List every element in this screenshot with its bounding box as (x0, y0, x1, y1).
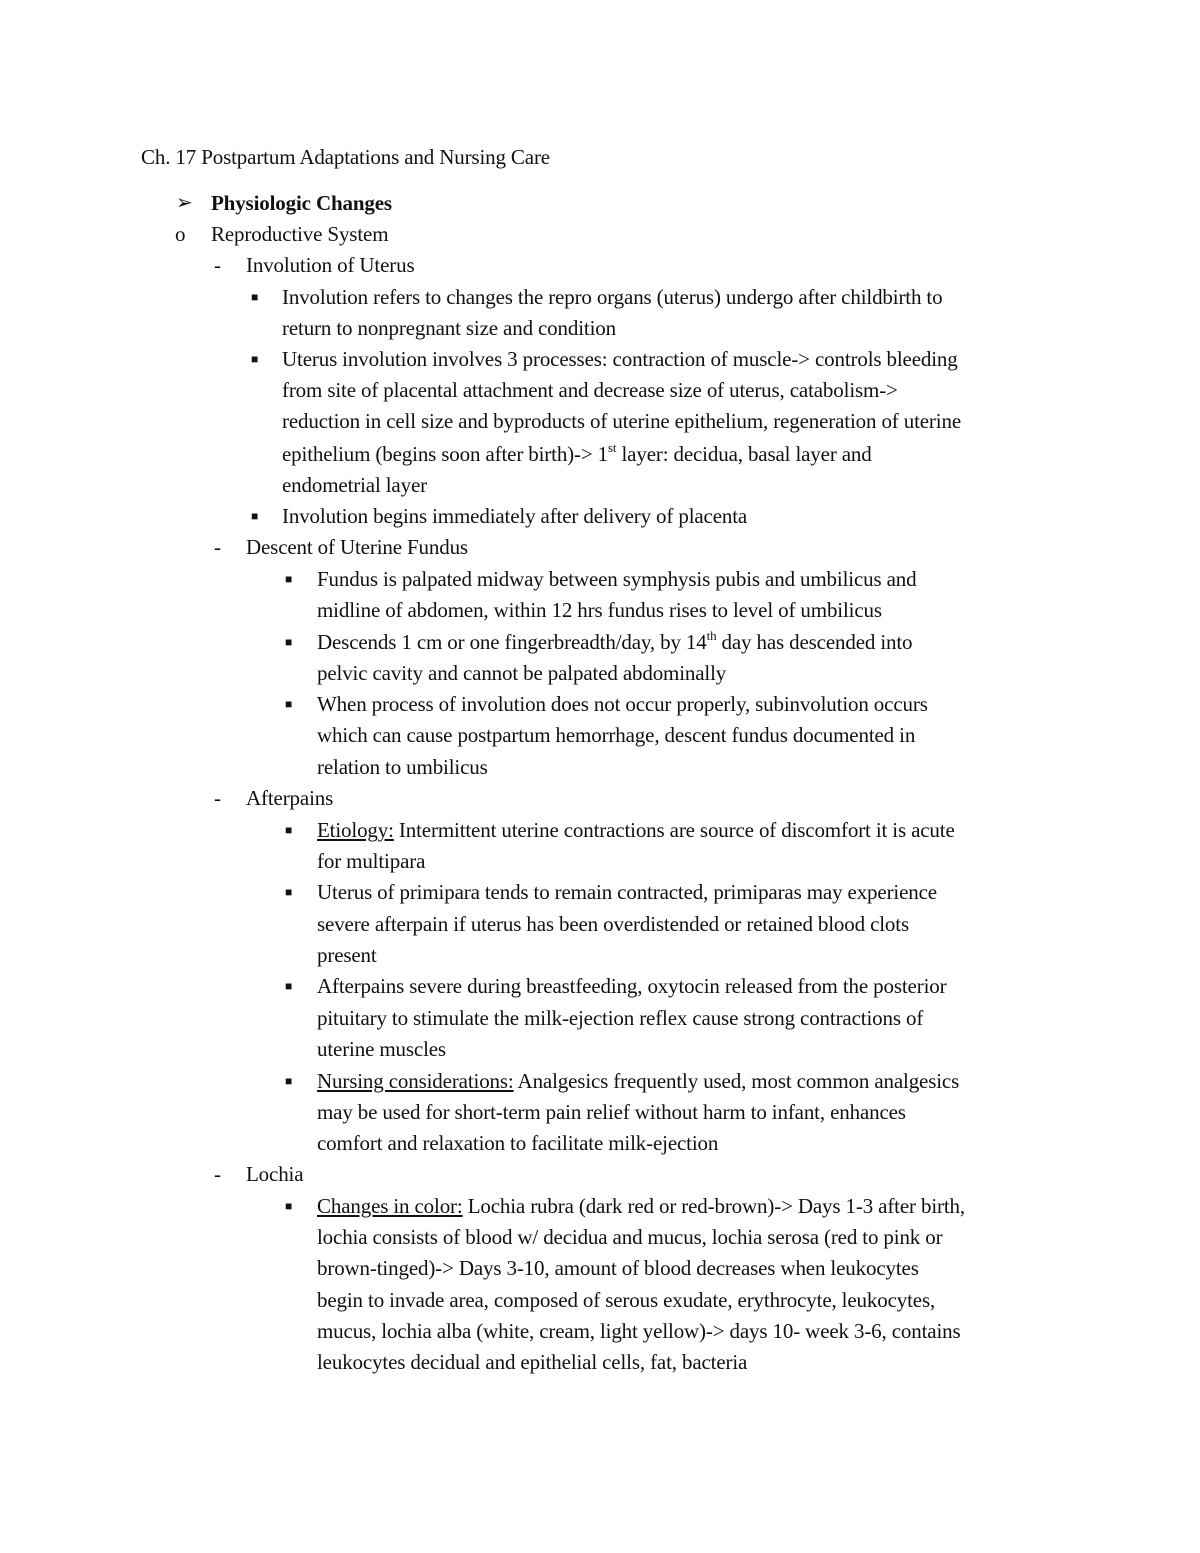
topic-heading-descent: Descent of Uterine Fundus (246, 535, 468, 559)
text-line: reduction in cell size and byproducts of uterine epithelium, regeneration of uterine (282, 409, 961, 433)
square-bullet-icon: ■ (285, 1074, 293, 1088)
text-line: begin to invade area, composed of serous exudate, erythrocyte, leukocytes, (317, 1288, 936, 1312)
square-bullet-icon: ■ (251, 290, 259, 304)
text-line: uterine muscles (317, 1037, 446, 1061)
text-line: severe afterpain if uterus has been overdistended or retained blood clots (317, 912, 909, 936)
text-line: midline of abdomen, within 12 hrs fundus rises to level of umbilicus (317, 598, 882, 622)
document-title: Ch. 17 Postpartum Adaptations and Nursing Care (141, 145, 550, 169)
topic-heading-lochia: Lochia (246, 1162, 304, 1186)
text-line: present (317, 943, 377, 967)
text-line: Nursing considerations: Analgesics frequently used, most common analgesics (317, 1069, 960, 1093)
text-line: Uterus involution involves 3 processes: contraction of muscle-> controls bleeding (282, 347, 958, 371)
text-line: Fundus is palpated midway between symphysis pubis and umbilicus and (317, 567, 917, 591)
section-heading: Physiologic Changes (211, 191, 392, 215)
dash-bullet-icon: - (214, 786, 221, 810)
underlined-label: Etiology: (317, 818, 394, 842)
text-line: mucus, lochia alba (white, cream, light yellow)-> days 10- week 3-6, contains (317, 1319, 961, 1343)
text-line: Involution refers to changes the repro organs (uterus) undergo after childbirth to (282, 285, 943, 309)
text-line: relation to umbilicus (317, 755, 488, 779)
text-line: for multipara (317, 849, 426, 873)
square-bullet-icon: ■ (285, 572, 293, 586)
topic-heading-afterpains: Afterpains (246, 786, 334, 810)
topic-heading-involution: Involution of Uterus (246, 253, 415, 277)
text-line: Descends 1 cm or one fingerbreadth/day, by 14th day has descended into (317, 628, 913, 654)
square-bullet-icon: ■ (285, 635, 293, 649)
underlined-label: Nursing considerations: (317, 1069, 514, 1093)
text-line: comfort and relaxation to facilitate milk-ejection (317, 1131, 719, 1155)
text-line: pituitary to stimulate the milk-ejection reflex cause strong contractions of (317, 1006, 924, 1030)
text-line: from site of placental attachment and decrease size of uterus, catabolism-> (282, 378, 898, 402)
text-line: which can cause postpartum hemorrhage, descent fundus documented in (317, 723, 916, 747)
text-line: Etiology: Intermittent uterine contractions are source of discomfort it is acute (317, 818, 955, 842)
underlined-label: Changes in color: (317, 1194, 463, 1218)
square-bullet-icon: ■ (285, 979, 293, 993)
dash-bullet-icon: - (214, 1162, 221, 1186)
text-line: pelvic cavity and cannot be palpated abdominally (317, 661, 727, 685)
square-bullet-icon: ■ (285, 697, 293, 711)
square-bullet-icon: ■ (285, 823, 293, 837)
square-bullet-icon: ■ (251, 352, 259, 366)
text-line: Afterpains severe during breastfeeding, oxytocin released from the posterior (317, 974, 947, 998)
text-line: Uterus of primipara tends to remain contracted, primiparas may experience (317, 880, 937, 904)
text-line: may be used for short-term pain relief without harm to infant, enhances (317, 1100, 906, 1124)
text-line: When process of involution does not occur properly, subinvolution occurs (317, 692, 928, 716)
subsection-heading: Reproductive System (211, 222, 389, 246)
text-line: leukocytes decidual and epithelial cells, fat, bacteria (317, 1350, 748, 1374)
square-bullet-icon: ■ (251, 509, 259, 523)
dash-bullet-icon: - (214, 253, 221, 277)
text-line: brown-tinged)-> Days 3-10, amount of blood decreases when leukocytes (317, 1256, 919, 1280)
text-line: epithelium (begins soon after birth)-> 1st layer: decidua, basal layer and (282, 440, 872, 466)
text-line: lochia consists of blood w/ decidua and mucus, lochia serosa (red to pink or (317, 1225, 943, 1249)
square-bullet-icon: ■ (285, 885, 293, 899)
arrow-bullet-icon: ➢ (176, 192, 193, 214)
circle-bullet-icon: o (175, 222, 186, 246)
text-line: endometrial layer (282, 473, 427, 497)
text-line: return to nonpregnant size and condition (282, 316, 616, 340)
text-line: Changes in color: Lochia rubra (dark red or red-brown)-> Days 1-3 after birth, (317, 1194, 965, 1218)
square-bullet-icon: ■ (285, 1199, 293, 1213)
dash-bullet-icon: - (214, 535, 221, 559)
text-line: Involution begins immediately after delivery of placenta (282, 504, 748, 528)
